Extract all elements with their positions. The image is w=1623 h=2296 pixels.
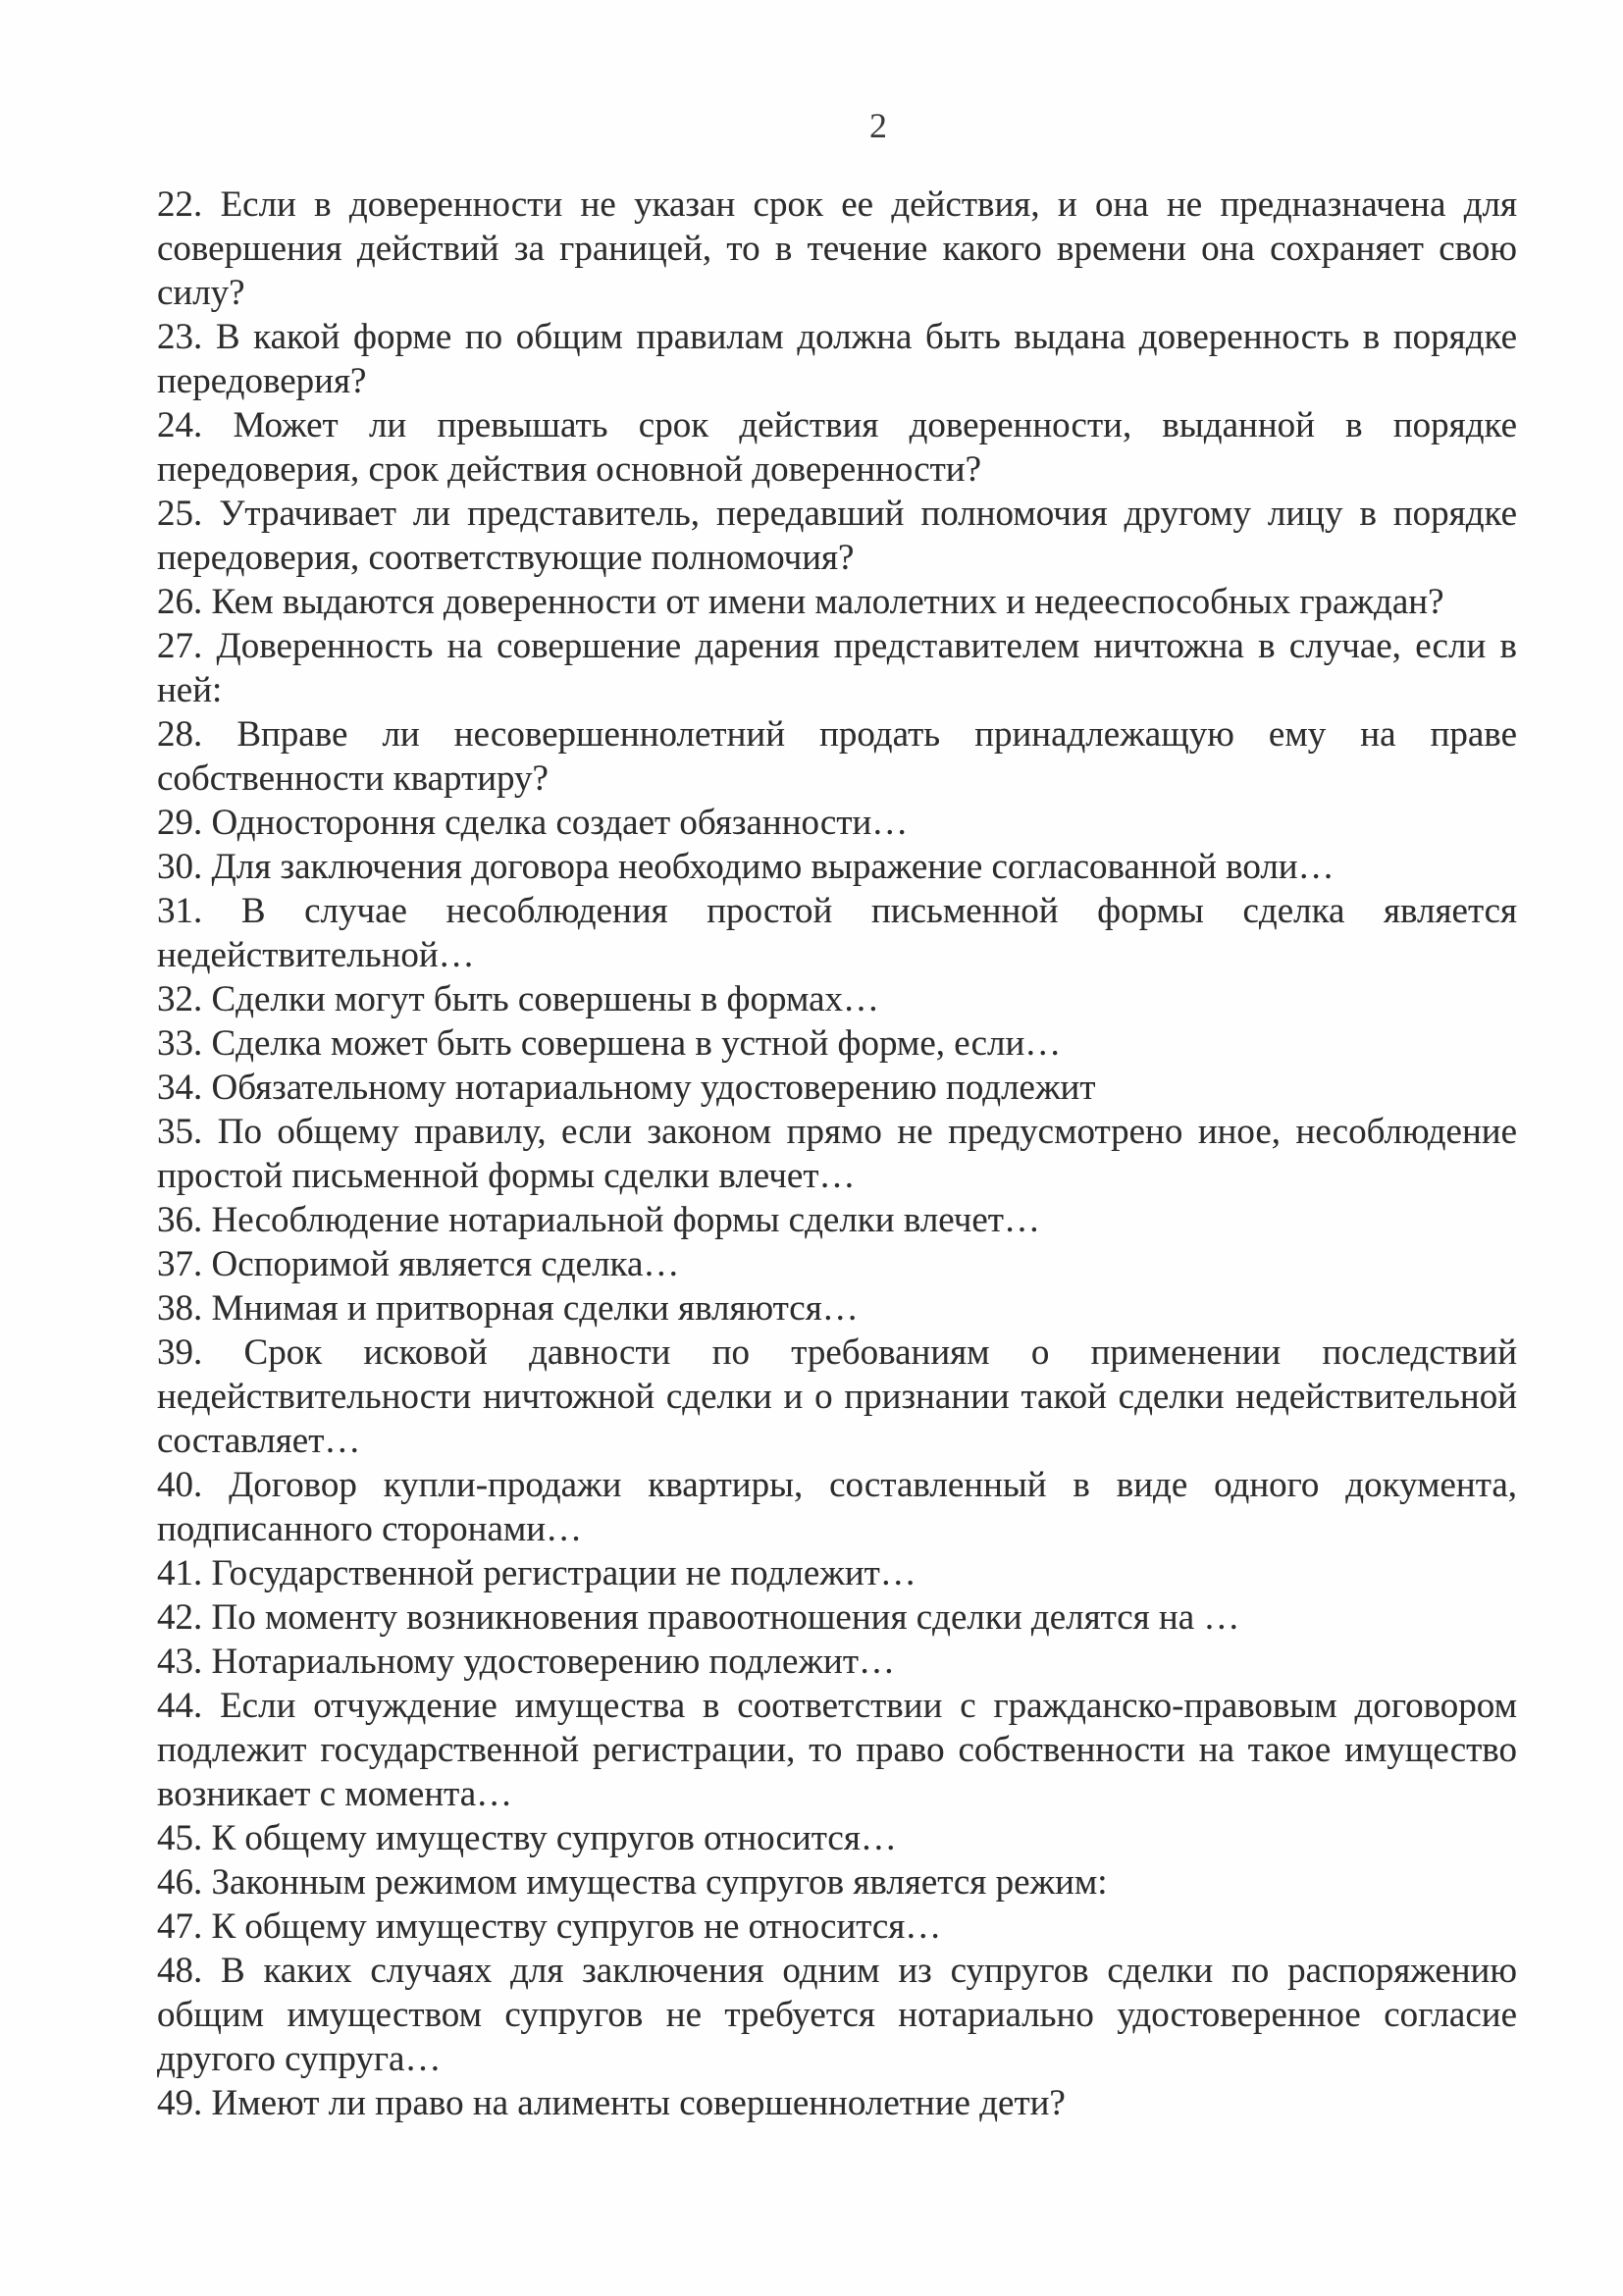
question-number: 43. [157, 1642, 203, 1682]
question-item [157, 1860, 1517, 1905]
question-text: Если отчуждение имущества в соответствии с гражданско-правовым договором подлежит государственной регистрации, то право собственности на такое имущество возникает с момента… [157, 1686, 1518, 1814]
question-text: Может ли превышать срок действия доверенности, выданной в порядке передоверия, срок действия основной доверенности? [157, 405, 1518, 490]
question-number: 22. [157, 184, 203, 225]
question-text: Оспоримой является сделка… [211, 1244, 680, 1284]
question-number: 37. [157, 1244, 203, 1284]
question-text: Государственной регистрации не подлежит… [211, 1553, 916, 1593]
question-item [157, 183, 1517, 315]
question-number: 24. [157, 405, 203, 445]
question-text: Мнимая и притворная сделки являются… [211, 1288, 859, 1329]
question-item [157, 889, 1517, 977]
question-text: В каких случаях для заключения одним из супругов сделки по распоряжению общим имуществом супругов не требуется нотариально удостоверенное согласие другого супруга… [157, 1951, 1517, 2079]
question-text: Нотариальному удостоверению подлежит… [211, 1642, 896, 1682]
question-number: 42. [157, 1597, 203, 1638]
question-item [157, 2081, 1517, 2125]
question-number: 48. [157, 1951, 203, 1991]
question-item [157, 845, 1517, 889]
question-text: Для заключения договора необходимо выражение согласованной воли… [211, 847, 1335, 887]
question-item [157, 1021, 1517, 1066]
question-number: 34. [157, 1068, 203, 1108]
question-text: По моменту возникновения правоотношения сделки делятся на … [211, 1597, 1240, 1638]
question-text: Если в доверенности не указан срок ее действия, и она не предназначена для совершения действий за границей, то в течение какого времени она сохраняет свою силу? [157, 184, 1518, 313]
question-text: Утрачивает ли представитель, передавший полномочия другому лицу в порядке передоверия, соответствующие полномочия? [157, 494, 1518, 578]
question-number: 33. [157, 1023, 203, 1064]
question-item [157, 624, 1517, 712]
question-number: 29. [157, 803, 203, 843]
question-number: 32. [157, 979, 203, 1019]
question-number: 26. [157, 582, 203, 622]
question-item [157, 492, 1517, 580]
question-text: По общему правилу, если законом прямо не предусмотрено иное, несоблюдение простой письменной формы сделки влечет… [157, 1112, 1517, 1196]
question-number: 23. [157, 317, 203, 357]
question-item [157, 1242, 1517, 1286]
question-text: Вправе ли несовершеннолетний продать принадлежащую ему на праве собственности квартиру? [157, 714, 1517, 799]
question-item [157, 1595, 1517, 1640]
question-text: Имеют ли право на алименты совершеннолетние дети? [211, 2083, 1066, 2123]
question-text: Сделка может быть совершена в устной форме, если… [211, 1023, 1062, 1064]
question-item [157, 1286, 1517, 1331]
question-number: 30. [157, 847, 203, 887]
question-text: Законным режимом имущества супругов является режим: [211, 1862, 1108, 1903]
question-item [157, 315, 1517, 403]
question-item [157, 1463, 1517, 1551]
question-item [157, 801, 1517, 845]
question-item [157, 712, 1517, 801]
question-item [157, 1949, 1517, 2081]
question-item [157, 403, 1517, 492]
question-item [157, 977, 1517, 1021]
question-item [157, 1816, 1517, 1860]
question-number: 31. [157, 891, 203, 931]
question-item [157, 1905, 1517, 1949]
question-text: Несоблюдение нотариальной формы сделки влечет… [211, 1200, 1040, 1240]
question-text: Кем выдаются доверенности от имени малолетних и недееспособных граждан? [211, 582, 1444, 622]
question-number: 39. [157, 1332, 203, 1373]
question-text: Одностороння сделка создает обязанности… [211, 803, 909, 843]
question-item [157, 580, 1517, 624]
question-number: 25. [157, 494, 203, 534]
question-text: В случае несоблюдения простой письменной формы сделка является недействительной… [157, 891, 1518, 975]
question-number: 35. [157, 1112, 203, 1152]
question-item [157, 1684, 1517, 1816]
question-number: 44. [157, 1686, 203, 1726]
page-number: 2 [869, 106, 887, 145]
question-number: 46. [157, 1862, 203, 1903]
question-number: 41. [157, 1553, 203, 1593]
question-item [157, 1640, 1517, 1684]
question-number: 49. [157, 2083, 203, 2123]
question-number: 38. [157, 1288, 203, 1329]
question-number: 47. [157, 1906, 203, 1947]
question-text: Срок исковой давности по требованиям о применении последствий недействительности ничтожной сделки и о признании такой сделки недействительной составляет… [157, 1332, 1518, 1461]
question-text: К общему имуществу супругов не относится… [211, 1906, 942, 1947]
question-text: Доверенность на совершение дарения представителем ничтожна в случае, если в ней: [157, 626, 1518, 710]
question-text: К общему имуществу супругов относится… [211, 1818, 897, 1858]
question-text: Сделки могут быть совершены в формах… [211, 979, 880, 1019]
question-item [157, 1551, 1517, 1595]
question-number: 40. [157, 1465, 203, 1505]
question-text: Обязательному нотариальному удостоверению подлежит [211, 1068, 1096, 1108]
question-item [157, 1110, 1517, 1198]
question-number: 27. [157, 626, 203, 666]
question-item [157, 1331, 1517, 1463]
question-text: В какой форме по общим правилам должна быть выдана доверенность в порядке передоверия? [157, 317, 1518, 401]
question-list [157, 183, 1517, 2125]
question-number: 36. [157, 1200, 203, 1240]
question-item [157, 1066, 1517, 1110]
question-number: 45. [157, 1818, 203, 1858]
question-text: Договор купли-продажи квартиры, составленный в виде одного документа, подписанного сторонами… [157, 1465, 1518, 1549]
question-item [157, 1198, 1517, 1242]
question-number: 28. [157, 714, 203, 755]
